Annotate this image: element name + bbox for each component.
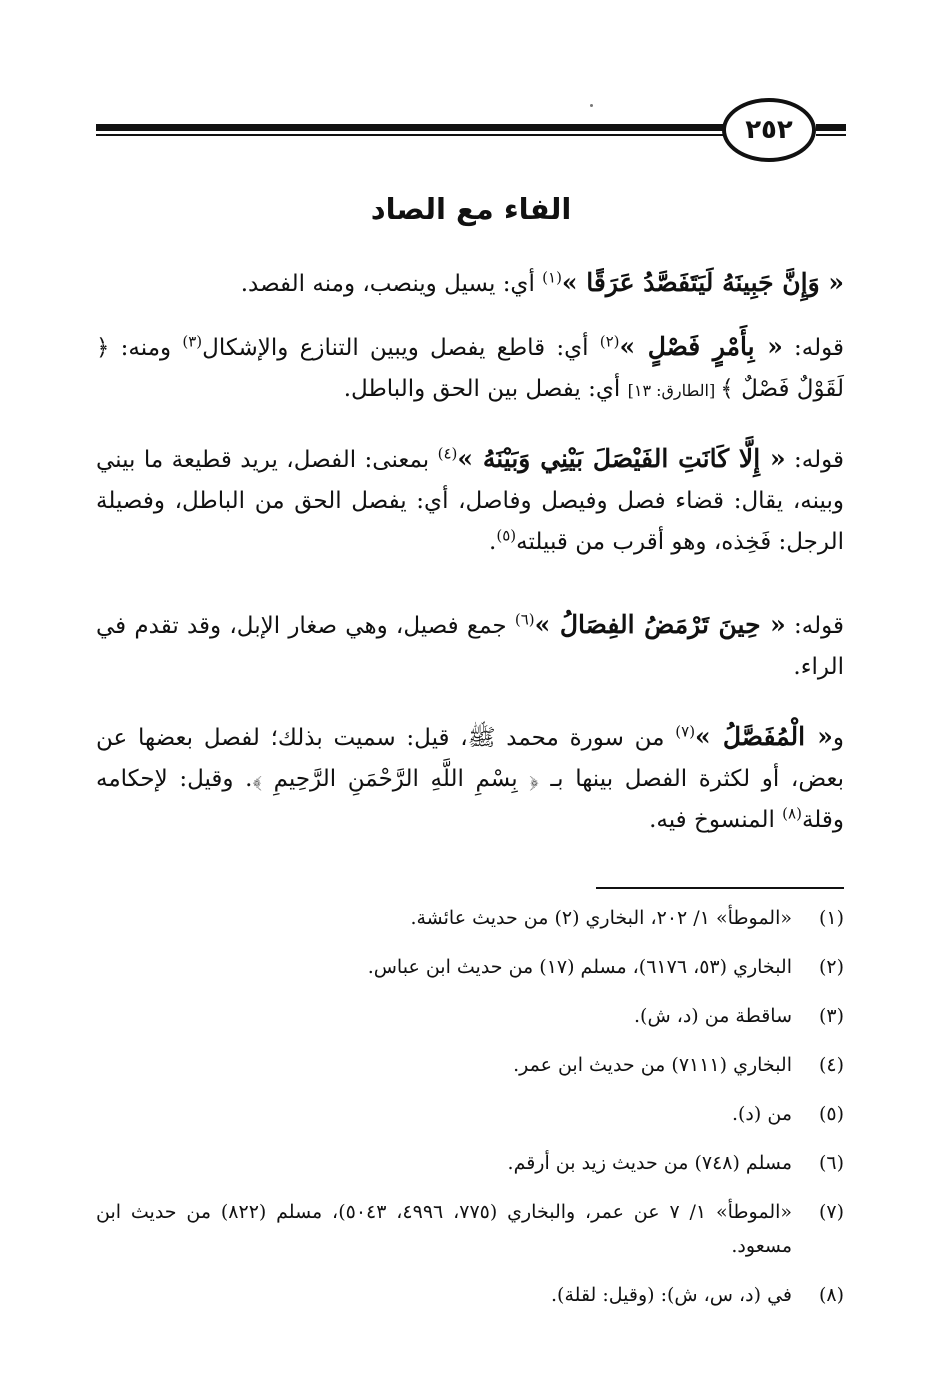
footnote-text: مسلم (٧٤٨) من حديث زيد بن أرقم.	[507, 1152, 792, 1174]
footnote-number: (٨)	[818, 1284, 844, 1306]
footnote-item	[96, 1102, 844, 1131]
header-rule	[96, 124, 736, 138]
footnote-item	[96, 1200, 844, 1263]
paragraph-lead: و	[832, 725, 845, 751]
paragraph-4	[96, 604, 844, 688]
footnote-ref: (٣)	[182, 332, 203, 351]
footnote-text: ساقطة من (د، ش).	[634, 1005, 792, 1027]
footnote-item	[96, 1053, 844, 1082]
hadith-quote: « الْمُفَصَّلُ »	[695, 722, 833, 751]
hadith-quote: « حِينَ تَرْمَضُ الفِصَالُ »	[534, 610, 786, 639]
header-rule-thick	[96, 124, 736, 131]
footnote-number: (٤)	[818, 1054, 844, 1076]
footnote-ref: (٥)	[496, 526, 517, 545]
paragraph-2	[96, 326, 844, 411]
footnote-number: (٥)	[818, 1103, 844, 1125]
hadith-quote: « وَإِنَّ جَبِينَهُ لَيَتَفَصَّدُ عَرَقًا »	[561, 268, 844, 297]
footnote-item	[96, 955, 844, 984]
footnote-number: (٧)	[818, 1201, 844, 1223]
paragraph-3	[96, 438, 844, 563]
paragraph-lead: ومنه:	[109, 335, 183, 361]
footnote-text: «الموطأ» ١/ ٢٠٢، البخاري (٢) من حديث عائشة.	[410, 907, 792, 929]
footnotes	[96, 906, 844, 1332]
paragraph-end: المنسوخ فيه.	[649, 807, 783, 833]
footnote-text: «الموطأ» ١/ ٧ عن عمر، والبخاري (٧٧٥، ٤٩٩٦، ٥٠٤٣)، مسلم (٨٢٢) من حديث ابن مسعود.	[96, 1201, 793, 1257]
footnote-text: من (د).	[731, 1103, 792, 1125]
printing-speck	[590, 104, 593, 107]
paragraph-text: أي: يسيل وينصب، ومنه الفصد.	[240, 271, 543, 297]
quran-quote: ﴿ لَقَوْلٌ فَصْلٌ ﴾	[96, 335, 844, 402]
footnote-item	[96, 1283, 844, 1312]
footnote-text: البخاري (٥٣، ٦١٧٦)، مسلم (١٧) من حديث ابن عباس.	[367, 956, 792, 978]
paragraph-lead: قوله:	[785, 447, 844, 473]
paragraph-text: بمعنى: الفصل، يريد قطيعة ما بيني وبينه، يقال: قضاء فصل وفيصل وفاصل، أي: يفصل الحق من الباطل، وفصيلة الرجل: فَخِذه، وهو أقرب من قبيلته	[96, 447, 844, 555]
paragraph-text: أي: قاطع يفصل ويبين التنازع والإشكال	[202, 335, 600, 361]
paragraph-text: جمع فصيل، وهي صغار الإبل، وقد تقدم في الراء.	[96, 613, 844, 680]
header-rule-tail-thin	[816, 134, 846, 136]
footnote-item	[96, 1151, 844, 1180]
paragraph-1	[96, 262, 844, 305]
footnote-number: (٢)	[818, 956, 844, 978]
header-rule-tail	[816, 124, 846, 138]
page-number: ٢٥٢	[722, 98, 816, 162]
paragraph-text: . وقيل: لإحكامه وقلة	[96, 766, 844, 833]
footnote-item	[96, 906, 844, 935]
basmala-quote: ﴿ بِسْمِ اللَّهِ الرَّحْمَنِ الرَّحِيمِ ﴾	[252, 766, 539, 792]
footnote-text: البخاري (٧١١١) من حديث ابن عمر.	[513, 1054, 792, 1076]
footnote-number: (٣)	[818, 1005, 844, 1027]
header-rule-thin	[96, 134, 736, 136]
footnote-ref: (٦)	[514, 610, 535, 629]
footnote-ref: (١)	[542, 268, 562, 287]
footnote-ref: (٤)	[437, 444, 458, 463]
paragraph-lead: قوله:	[785, 613, 844, 639]
paragraph-5	[96, 716, 844, 841]
footnote-text: في (د، س، ش): (وقيل: لقلة).	[551, 1284, 792, 1306]
paragraph-end: .	[489, 529, 497, 555]
paragraph-lead: قوله:	[782, 335, 844, 361]
paragraph-text: أي: يفصل بين الحق والباطل.	[343, 376, 628, 402]
footnote-separator	[596, 887, 844, 889]
hadith-quote: « بِأَمْرٍ فَصْلٍ »	[619, 332, 783, 361]
hadith-quote: « إِلَّا كَانَتِ الفَيْصَلَ بَيْنِي وَبَيْنَهُ »	[457, 444, 786, 473]
footnote-ref: (٨)	[782, 804, 802, 823]
section-title: الفاء مع الصاد	[370, 192, 572, 226]
footnote-number: (١)	[818, 907, 844, 929]
sura-reference: [الطارق: ١٣]	[627, 381, 721, 400]
footnote-number: (٦)	[818, 1152, 844, 1174]
footnote-ref: (٢)	[599, 332, 620, 351]
paragraph-text: من سورة محمد ﷺ، قيل: سميت بذلك؛ لفصل بعضها عن بعض، أو لكثرة الفصل بينها بـ	[96, 725, 845, 792]
header-rule-tail-thick	[816, 124, 846, 131]
footnote-ref: (٧)	[675, 722, 696, 741]
footnote-item	[96, 1004, 844, 1033]
